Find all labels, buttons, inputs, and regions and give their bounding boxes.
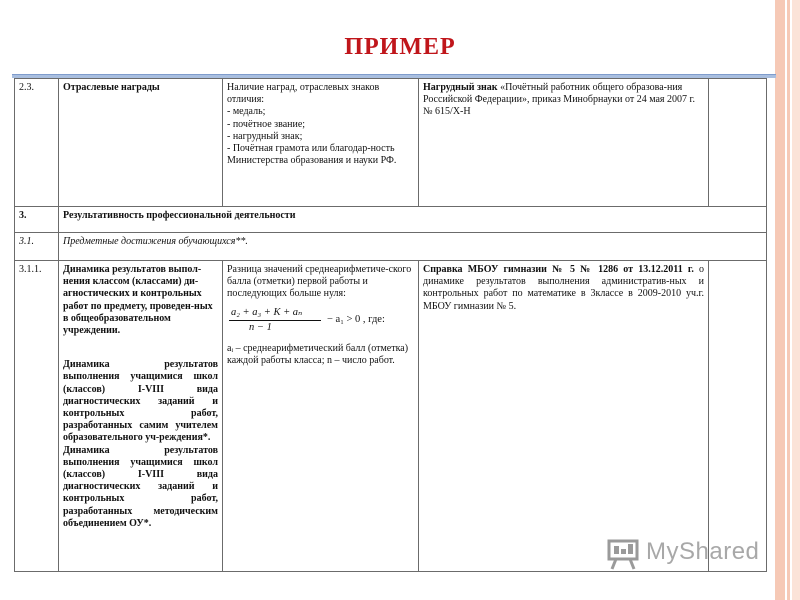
presentation-board-icon	[606, 538, 640, 570]
criteria-line: - Почётная грамота или благодар-ность Министерства образования и науки РФ.	[227, 143, 397, 167]
formula-numerator: a₂ + a₃ + K + aₙ	[231, 306, 303, 318]
watermark	[606, 536, 766, 576]
criteria-line: - нагрудный знак;	[227, 130, 303, 142]
row-number: 3.1.	[15, 233, 59, 261]
indicator-name: Отраслевые награды	[59, 79, 223, 207]
table-row	[15, 261, 767, 572]
watermark-text: MyShared	[646, 538, 760, 565]
section-title: Результативность профессиональной деятельности	[59, 207, 767, 233]
spacer	[63, 337, 218, 359]
right-decor-bar-thin	[787, 0, 790, 600]
criteria-line: - почётное звание;	[227, 118, 306, 130]
criteria-table	[14, 78, 767, 572]
evidence-cell	[419, 79, 709, 207]
criteria-cell	[223, 261, 419, 572]
score-cell	[709, 79, 767, 207]
slide-title: ПРИМЕР	[344, 34, 456, 60]
indicator-text: Динамика результатов выполнения учащимися школ (классов) I-VIII вида диагностических заданий и контрольных работ, разработанных самим учителем образовательного уч-реждения*.	[63, 359, 218, 444]
formula-rest: − a₁ > 0 , где:	[327, 313, 385, 325]
criteria-definition: aᵢ – среднеарифметический балл (отметка) каждой работы класса; n – число работ.	[227, 342, 409, 366]
criteria-line: Наличие наград, отраслевых знаков отличия:	[227, 82, 380, 106]
criteria-intro: Разница значений среднеарифметиче-ского балла (отметки) первой работы и последующих больше нуля:	[227, 264, 412, 300]
evidence-bold: Справка МБОУ гимназии № 5 № 1286 от 13.12.2011 г.	[423, 264, 694, 275]
row-number: 3.	[15, 207, 59, 233]
evidence-text: о динамике результатов выполнения административ-ных и контрольных работ по математике в 3классе в 2009-2010 уч.г. МБОУ гимназии № 5.	[423, 264, 704, 312]
criteria-cell	[223, 79, 419, 207]
criteria-line: - медаль;	[227, 106, 266, 118]
score-cell	[709, 261, 767, 572]
table-row	[15, 79, 767, 207]
formula	[227, 307, 414, 337]
right-decor-bar	[775, 0, 785, 600]
subsection-row	[15, 233, 767, 261]
row-number: 2.3.	[15, 79, 59, 207]
fraction-bar	[229, 320, 321, 321]
evidence-text: «Почётный работник общего образова-ния Российской Федерации», приказ Минобрнауки от 24 мая 2007 г. № 615/Х-Н	[423, 82, 695, 118]
evidence-bold: Нагрудный знак	[423, 82, 498, 93]
row-number: 3.1.1.	[15, 261, 59, 572]
indicator-text: Динамика результатов выполнения учащимися школ (классов) I-VIII вида диагностических заданий и контрольных работ, разработанных методическим объединением ОУ*.	[63, 444, 218, 529]
evidence-cell	[419, 261, 709, 572]
formula-denominator: n − 1	[249, 321, 272, 333]
indicator-name	[59, 261, 223, 572]
right-decor-bar-light	[792, 0, 800, 600]
subsection-title: Предметные достижения обучающихся**.	[59, 233, 767, 261]
section-row	[15, 207, 767, 233]
indicator-text: Динамика результатов выпол-нения классом (классами) ди-агностических и контрольных работ по предмету, проведен-ных в общеобразовательном учреждении.	[63, 264, 213, 337]
